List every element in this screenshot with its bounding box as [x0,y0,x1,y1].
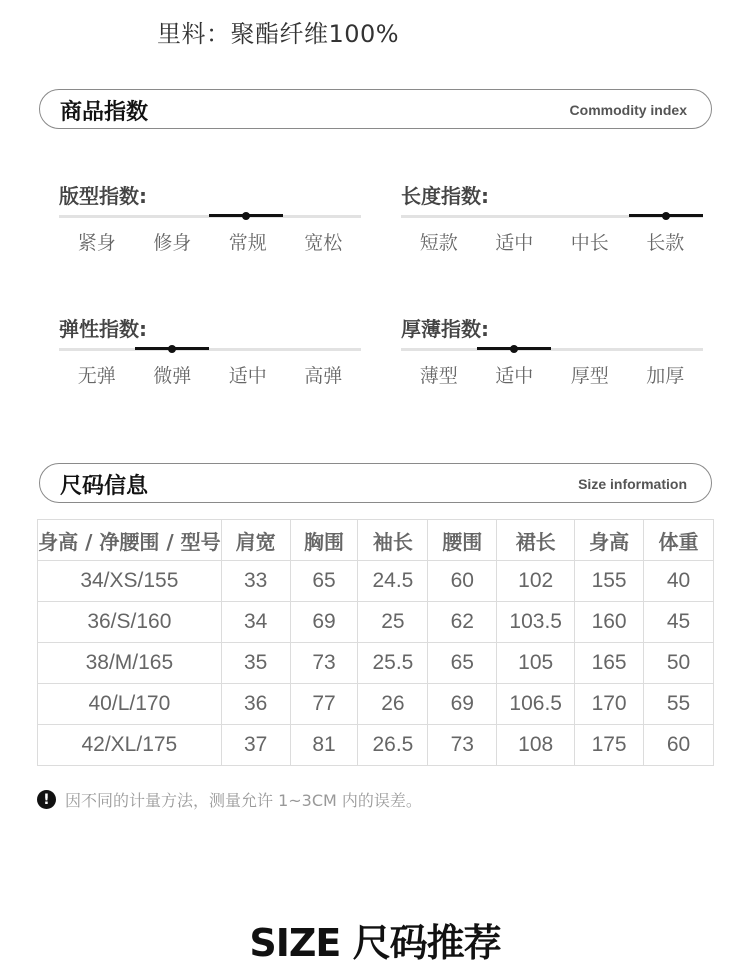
table-cell: 60 [428,561,497,602]
table-cell: 69 [290,602,358,643]
table-cell: 38/M/165 [38,643,222,684]
table-cell: 24.5 [358,561,428,602]
size-info-subtitle: Size information [578,476,687,492]
table-cell: 73 [290,643,358,684]
index-option: 厚型 [570,365,609,387]
table-cell: 175 [575,725,644,766]
table-cell: 25.5 [358,643,428,684]
table-cell: 69 [428,684,497,725]
table-cell: 105 [497,643,575,684]
elasticity-index-indicator [135,347,209,350]
table-cell: 155 [575,561,644,602]
table-cell: 73 [428,725,497,766]
column-header: 胸围 [290,520,358,561]
table-cell: 25 [358,602,428,643]
index-option: 薄型 [419,365,458,387]
table-cell: 165 [575,643,644,684]
table-cell: 50 [644,643,714,684]
index-option: 短款 [419,232,458,254]
table-cell: 36 [221,684,290,725]
fit-index [59,180,369,270]
index-option: 紧身 [77,232,116,254]
thickness-index-indicator [477,347,551,350]
table-cell: 35 [221,643,290,684]
table-cell: 36/S/160 [38,602,222,643]
column-header: 体重 [644,520,714,561]
table-cell: 108 [497,725,575,766]
index-option: 微弹 [153,365,192,387]
commodity-index-title: 商品指数 [60,100,149,125]
column-header: 裙长 [497,520,575,561]
size-info-header [39,463,712,503]
table-cell: 160 [575,602,644,643]
table-cell: 102 [497,561,575,602]
size-recommend-heading: SIZE 尺码推荐 [249,921,501,964]
indicator-dot [242,212,250,220]
length-index-indicator [629,214,703,217]
indicator-dot [662,212,670,220]
table-cell: 60 [644,725,714,766]
table-cell: 33 [221,561,290,602]
measurement-note-text: 因不同的计量方法，测量允许 1~3CM 内的误差。 [65,791,422,810]
length-index-track [401,215,703,218]
fit-index-title: 版型指数: [59,184,147,208]
index-option: 高弹 [304,365,343,387]
column-header: 腰围 [428,520,497,561]
lining-material: 里料：聚酯纤维100% [157,20,400,48]
length-index-options [401,228,703,255]
elasticity-index-title: 弹性指数: [59,317,147,341]
table-row [38,602,714,643]
size-info-title: 尺码信息 [60,474,149,499]
table-cell: 34 [221,602,290,643]
index-option: 无弹 [77,365,116,387]
index-option: 适中 [228,365,267,387]
fit-index-track [59,215,361,218]
column-header: 身高 / 净腰围 / 型号 [38,520,222,561]
table-cell: 26.5 [358,725,428,766]
index-option: 适中 [495,232,534,254]
thickness-index-title: 厚薄指数: [401,317,489,341]
table-row [38,684,714,725]
table-cell: 42/XL/175 [38,725,222,766]
table-cell: 62 [428,602,497,643]
column-header: 肩宽 [221,520,290,561]
index-option: 常规 [228,232,267,254]
table-cell: 37 [221,725,290,766]
index-option: 加厚 [646,365,685,387]
table-cell: 45 [644,602,714,643]
column-header: 身高 [575,520,644,561]
table-cell: 106.5 [497,684,575,725]
table-cell: 55 [644,684,714,725]
table-cell: 65 [290,561,358,602]
table-cell: 40 [644,561,714,602]
index-option: 宽松 [304,232,343,254]
table-header-row [38,520,714,561]
indicator-dot [510,345,518,353]
exclamation-icon: ! [37,790,56,809]
table-row [38,561,714,602]
table-row [38,725,714,766]
table-cell: 170 [575,684,644,725]
thickness-index-track [401,348,703,351]
index-option: 长款 [646,232,685,254]
index-option: 修身 [153,232,192,254]
column-header: 袖长 [358,520,428,561]
fit-index-options [59,228,361,255]
index-option: 中长 [570,232,609,254]
elasticity-index-track [59,348,361,351]
thickness-index [401,313,711,403]
index-option: 适中 [495,365,534,387]
measurement-note [37,788,422,811]
size-table [37,519,714,766]
table-cell: 77 [290,684,358,725]
elasticity-index-options [59,361,361,388]
length-index-title: 长度指数: [401,184,489,208]
table-cell: 34/XS/155 [38,561,222,602]
table-cell: 81 [290,725,358,766]
thickness-index-options [401,361,703,388]
indicator-dot [168,345,176,353]
commodity-index-header [39,89,712,129]
elasticity-index [59,313,369,403]
table-cell: 26 [358,684,428,725]
table-cell: 40/L/170 [38,684,222,725]
table-cell: 65 [428,643,497,684]
commodity-index-subtitle: Commodity index [569,102,687,118]
length-index [401,180,711,270]
table-cell: 103.5 [497,602,575,643]
table-row [38,643,714,684]
fit-index-indicator [209,214,283,217]
